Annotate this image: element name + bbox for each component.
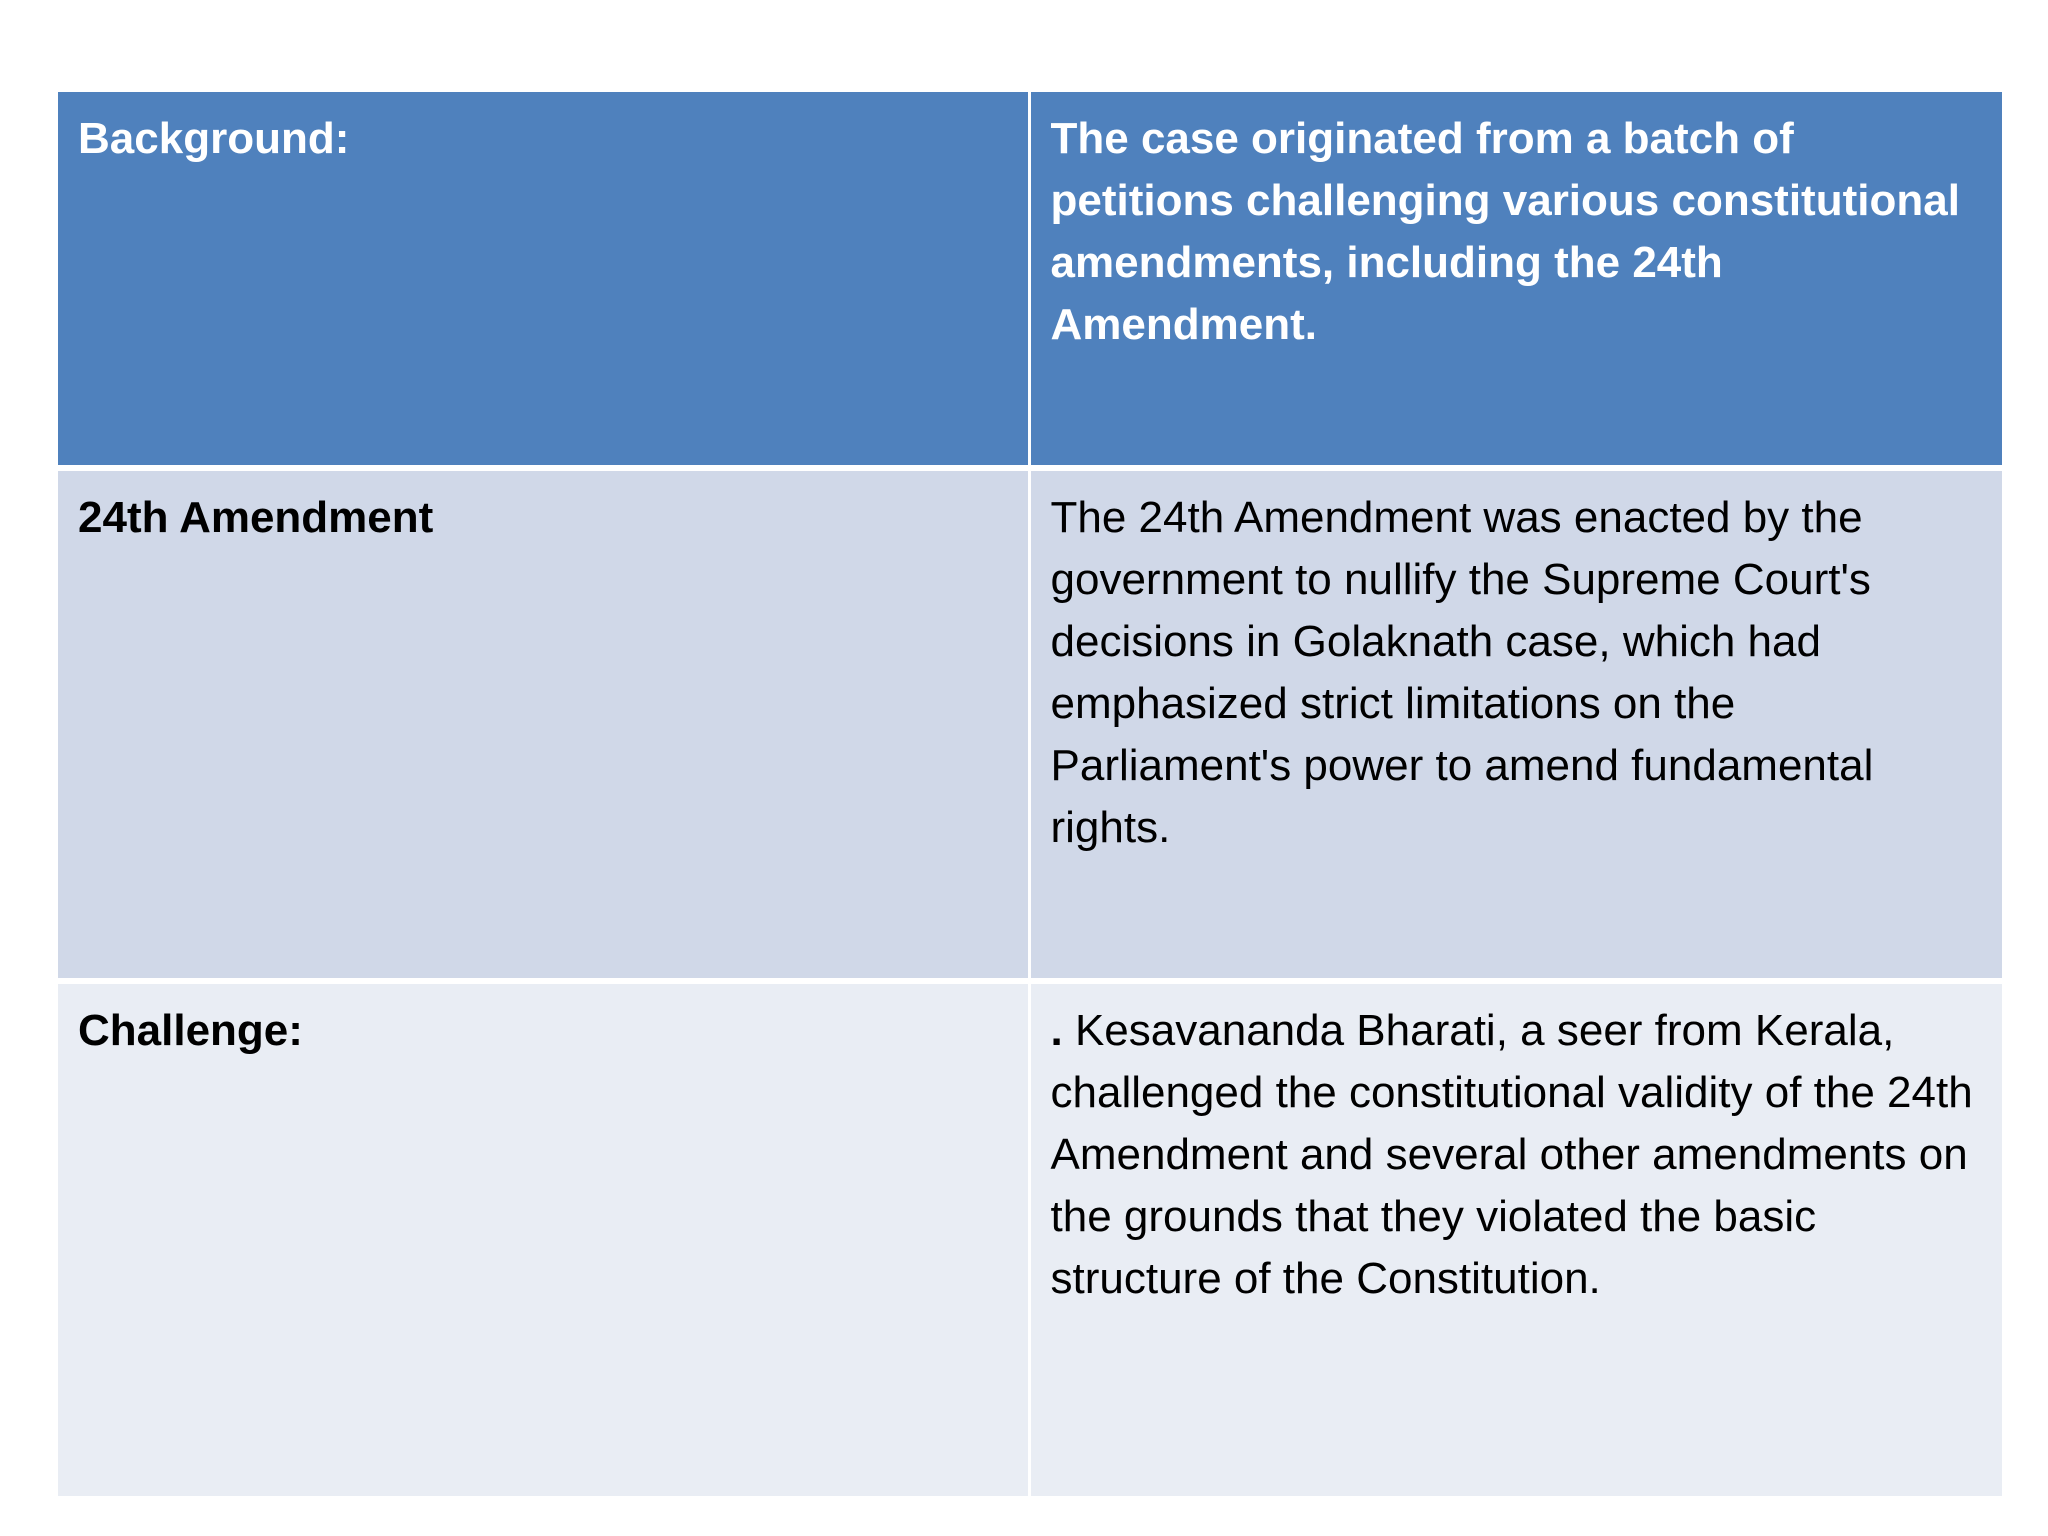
row-label-background: Background: <box>58 92 1029 468</box>
table-row-background <box>58 92 2002 468</box>
row-label-challenge: Challenge: <box>58 981 1029 1496</box>
row-content-background: The case originated from a batch of petitions challenging various constitutional amendments, including the 24th Amendment. <box>1029 92 2002 468</box>
row-label-24th-amendment: 24th Amendment <box>58 468 1029 981</box>
case-summary-table <box>58 92 2002 1496</box>
row-content-24th-amendment: The 24th Amendment was enacted by the government to nullify the Supreme Court's decisions in Golaknath case, which had emphasized strict limitations on the Parliament's power to amend fundamental rights. <box>1029 468 2002 981</box>
row-content-challenge <box>1029 981 2002 1496</box>
row-content-challenge-text: Kesavananda Bharati, a seer from Kerala, challenged the constitutional validity of the 24th Amendment and several other amendments on the grounds that they violated the basic structure of the Constitution. <box>1050 1006 1973 1303</box>
table-row-challenge <box>58 981 2002 1496</box>
table-row-24th-amendment <box>58 468 2002 981</box>
bullet-dot: . <box>1050 1006 1063 1055</box>
